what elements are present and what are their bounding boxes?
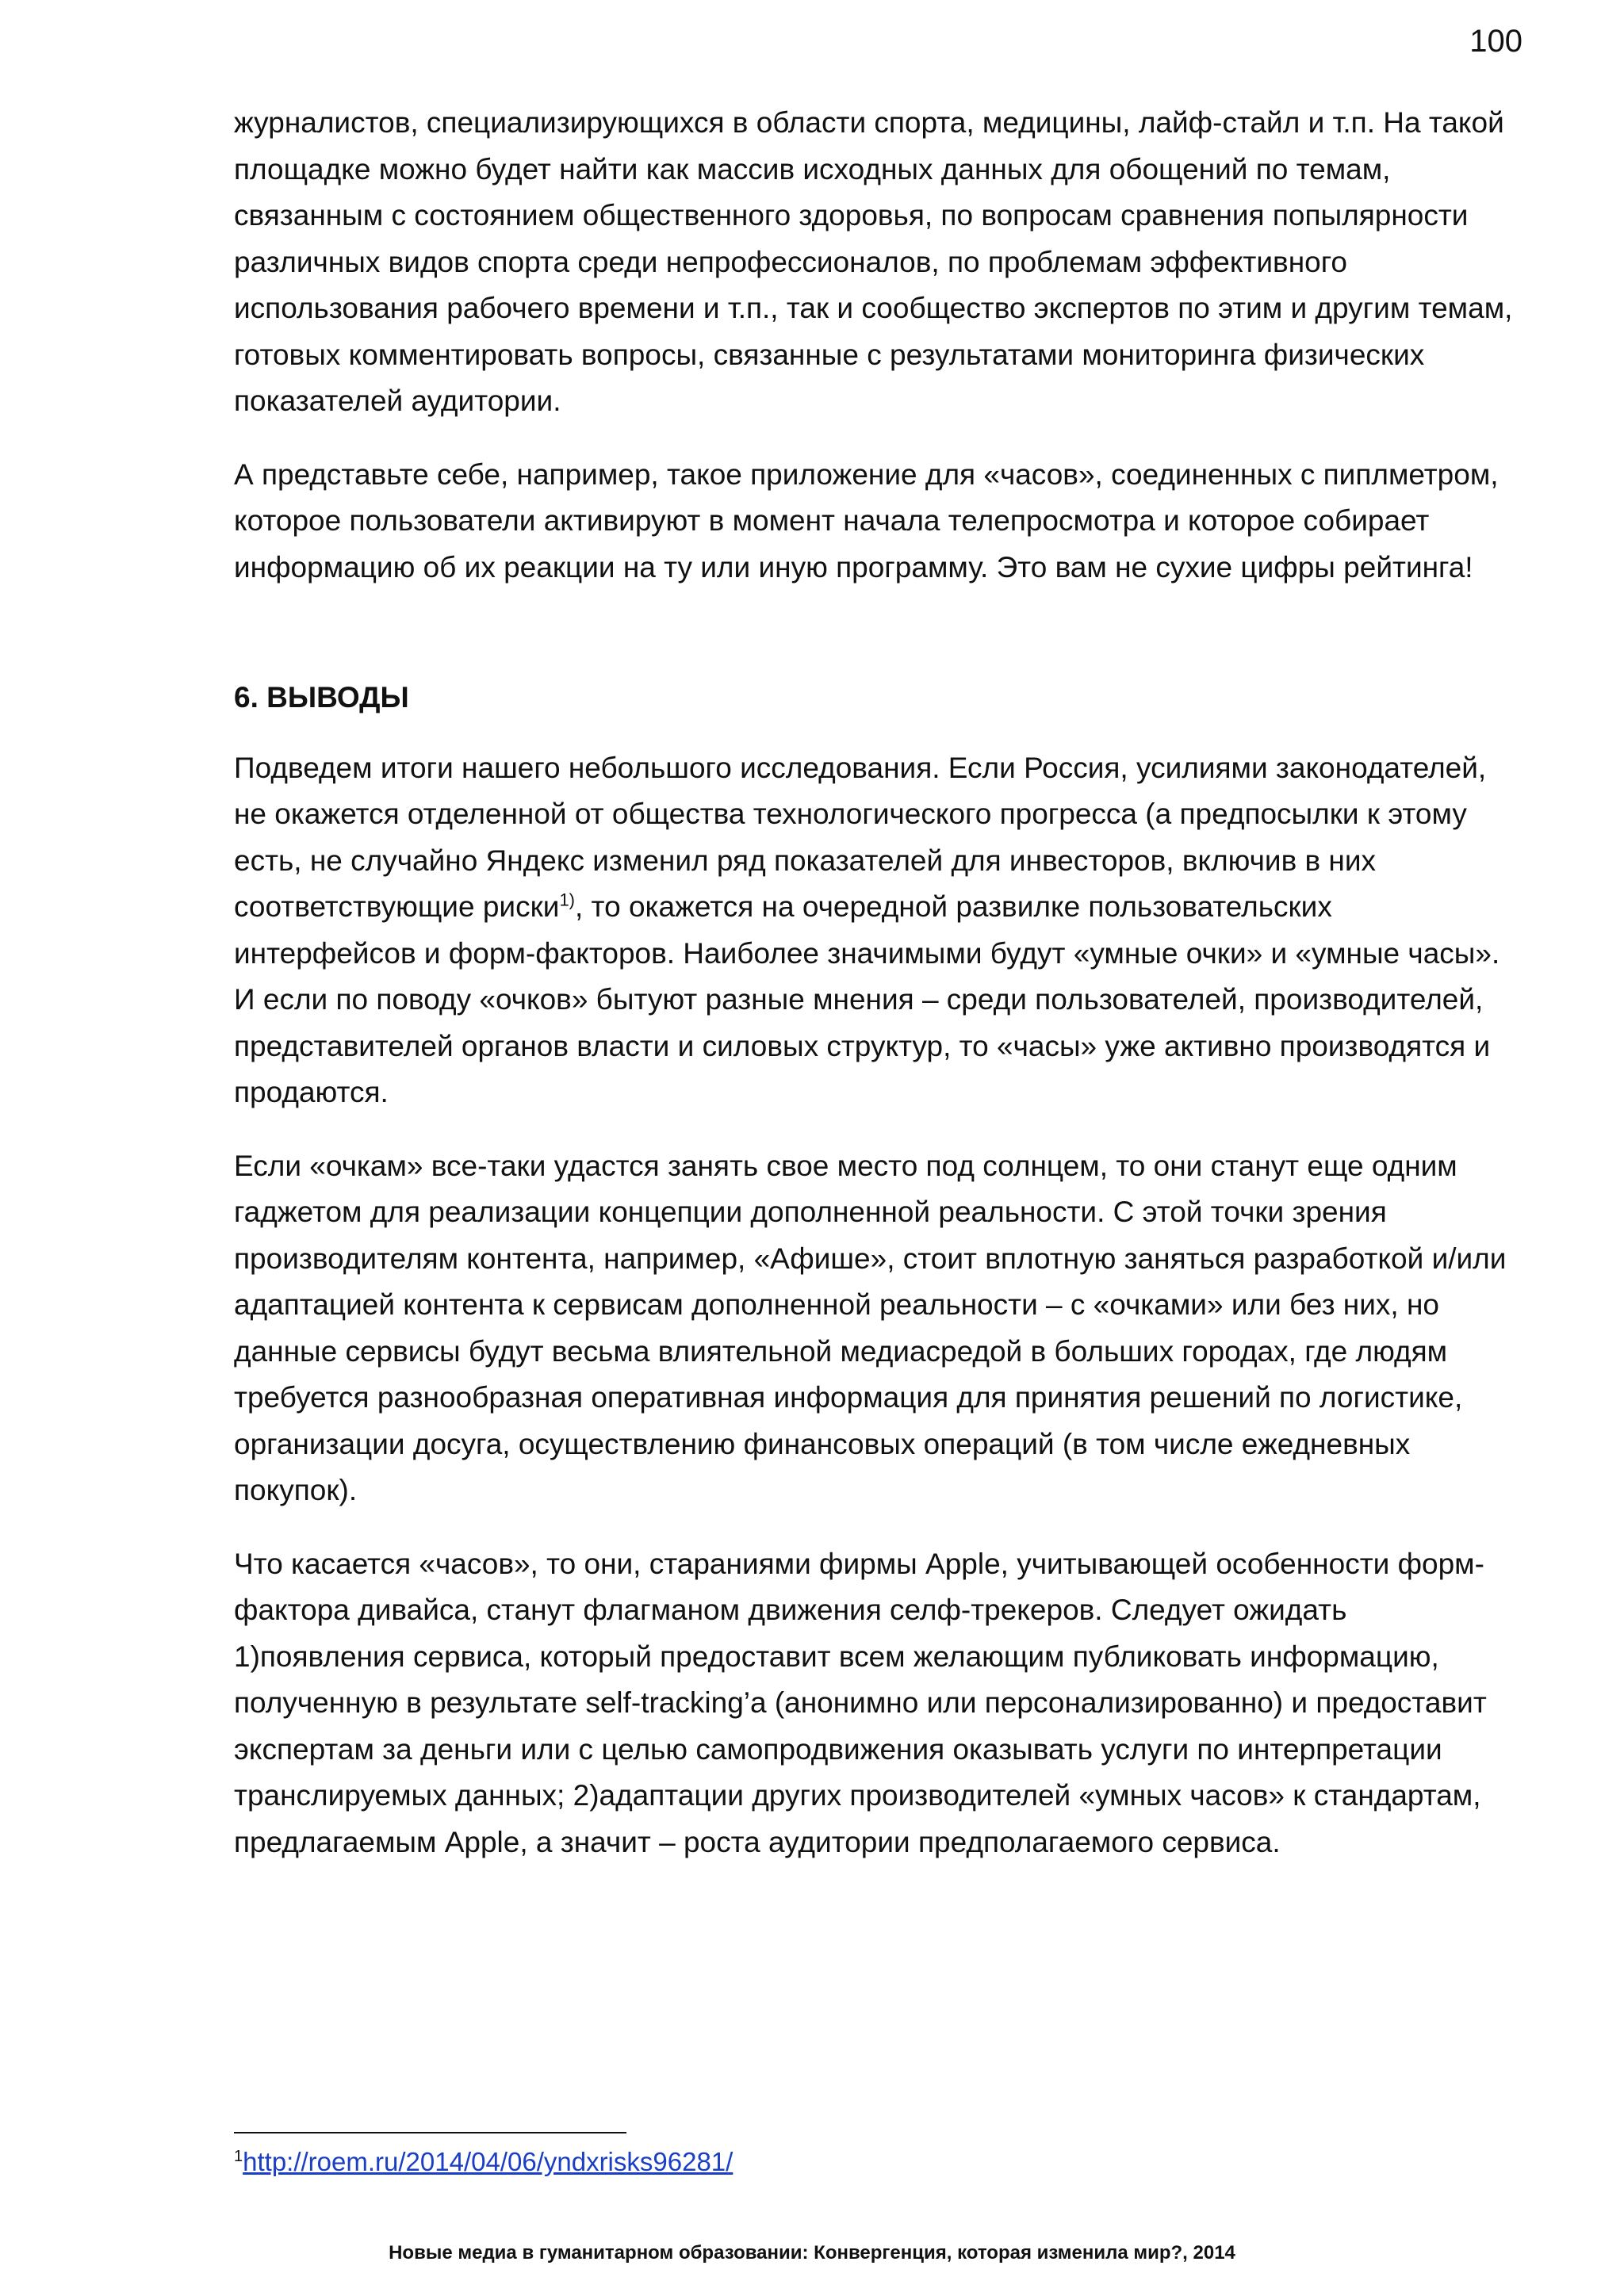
footnote-separator	[234, 2132, 626, 2133]
paragraph-conclusion-3: Что касается «часов», то они, стараниями фирмы Apple, учитывающей особенности форм-фактора дивайса, станут флагманом движения селф-трекеров. Следует ожидать 1)появления сервиса, который предоставит всем желающим публиковать информацию, полученную в результате self-tracking’a (анонимно или персонализированно) и предоставит экспертам за деньги или с целью самопродвижения оказывать услуги по интерпретации транслируемых данных; 2)адаптации других производителей «умных часов» к стандартам, предлагаемым Apple, а значит – роста аудитории предполагаемого сервиса.	[234, 1547, 1487, 1858]
paragraph-conclusion-1-before: Подведем итоги нашего небольшого исследования. Если Россия, усилиями законодателей, не окажется отделенной от общества технологического прогресса (а предпосылки к этому есть, не случайно Яндекс изменил ряд показателей для инвесторов, включив в них соответствующие риски	[234, 751, 1487, 923]
footnote-reference[interactable]: 1)	[559, 890, 575, 910]
page-number: 100	[1469, 24, 1522, 59]
footnote	[234, 2145, 733, 2179]
footnote-link[interactable]: http://roem.ru/2014/04/06/yndxrisks96281/	[243, 2147, 733, 2176]
paragraph-conclusion-2: Если «очкам» все-таки удастся занять свое место под солнцем, то они станут еще одним гаджетом для реализации концепции дополненной реальности. С этой точки зрения производителям контента, например, «Афише», стоит вплотную заняться разработкой и/или адаптацией контента к сервисам дополненной реальности – с «очками» или без них, но данные сервисы будут весьма влиятельной медиасредой в больших городах, где людям требуется разнообразная оперативная информация для принятия решений по логистике, организации досуга, осуществлению финансовых операций (в том числе ежедневных покупок).	[234, 1149, 1507, 1506]
paragraph-journalists: журналистов, специализирующихся в области спорта, медицины, лайф-стайл и т.п. На такой площадке можно будет найти как массив исходных данных для обощений по темам, связанным с состоянием общественного здоровья, по вопросам сравнения попылярности различных видов спорта среди непрофессионалов, по проблемам эффективного использования рабочего времени и т.п., так и сообщество экспертов по этим и другим темам, готовых комментировать вопросы, связанные с результатами мониторинга физических показателей аудитории.	[234, 106, 1513, 417]
paragraph-conclusion-1-after: , то окажется на очередной развилке пользовательских интерфейсов и форм-факторов. Наиболее значимыми будут «умные очки» и «умные часы». И если по поводу «очков» бытуют разные мнения – среди пользователей, производителей, представителей органов власти и силовых структур, то «часы» уже активно производятся и продаются.	[234, 890, 1500, 1108]
paragraph-peoplemeter: А представьте себе, например, такое приложение для «часов», соединенных с пиплметром, которое пользователи активируют в момент начала телепросмотра и которое собирает информацию об их реакции на ту или иную программу. Это вам не сухие цифры рейтинга!	[234, 457, 1499, 584]
paragraph-conclusion-1	[234, 745, 1519, 1116]
page-body	[234, 100, 1519, 1892]
page-footer: Новые медиа в гуманитарном образовании: Конвергенция, которая изменила мир?, 2014	[389, 2242, 1235, 2263]
section-heading: 6. ВЫВОДЫ	[234, 681, 409, 714]
footnote-marker: 1	[234, 2148, 243, 2165]
